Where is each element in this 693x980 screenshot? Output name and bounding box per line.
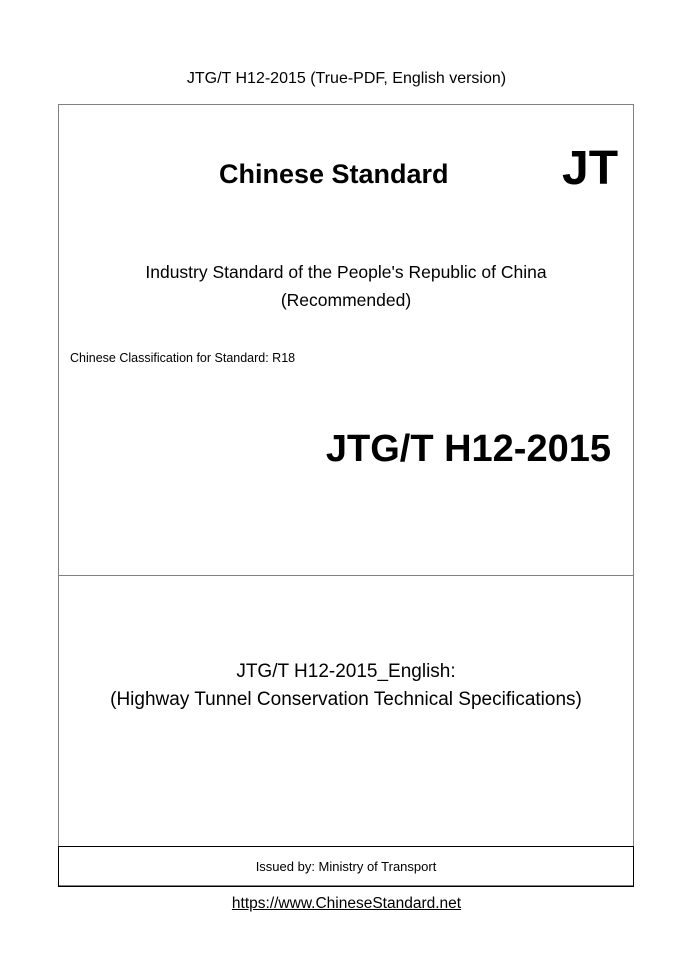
issued-by-box: Issued by: Ministry of Transport	[58, 846, 634, 887]
footer	[0, 894, 693, 914]
industry-standard-line: Industry Standard of the People's Republic of China	[145, 262, 547, 282]
cover-frame	[58, 104, 634, 886]
website-link[interactable]: https://www.ChineseStandard.net	[231, 895, 462, 912]
page-header: JTG/T H12-2015 (True-PDF, English version)	[186, 70, 507, 87]
jt-mark: JT	[562, 142, 619, 195]
classification-text: Chinese Classification for Standard: R18	[70, 351, 296, 365]
recommended-label: (Recommended)	[280, 290, 412, 310]
chinese-standard-heading: Chinese Standard	[219, 159, 449, 189]
standard-code: JTG/T H12-2015	[325, 428, 611, 470]
document-title-block	[59, 658, 633, 714]
document-title-code: JTG/T H12-2015_English:	[236, 661, 456, 682]
document-title-name: (Highway Tunnel Conservation Technical Specifications)	[110, 689, 582, 710]
section-divider	[59, 575, 633, 576]
industry-standard-block	[59, 258, 633, 314]
